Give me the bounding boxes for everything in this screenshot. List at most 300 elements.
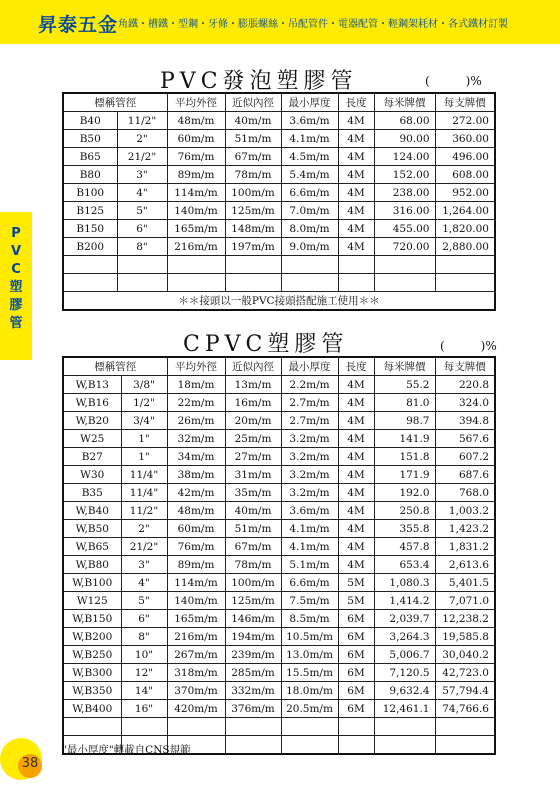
table-cell: 216m/m xyxy=(167,628,225,646)
table-cell: 125m/m xyxy=(225,202,281,220)
table-cell xyxy=(435,736,495,755)
table-cell: 76m/m xyxy=(167,538,225,556)
table-cell: B100 xyxy=(63,184,117,202)
table-cell: 5,401.5 xyxy=(435,574,495,592)
table-cell: B27 xyxy=(63,448,121,466)
table-cell: 8.0m/m xyxy=(281,220,338,238)
table-cell: 3.2m/m xyxy=(281,466,338,484)
table-cell: 4M xyxy=(338,238,374,256)
table-cell xyxy=(63,274,117,292)
col-header: 每米牌價 xyxy=(374,93,435,112)
table-cell: 4.1m/m xyxy=(281,520,338,538)
table-cell: 27m/m xyxy=(225,448,281,466)
table-cell: W,B50 xyxy=(63,520,121,538)
table-cell: 4.5m/m xyxy=(281,148,338,166)
side-char: 塑 xyxy=(9,280,23,295)
table-cell: 1,264.00 xyxy=(435,202,495,220)
table-cell xyxy=(63,256,117,274)
table-cell: 151.8 xyxy=(374,448,435,466)
table-cell: 18m/m xyxy=(167,376,225,394)
table-cell: 4M xyxy=(338,202,374,220)
table-cell: W,B13 xyxy=(63,376,121,394)
table-cell: 6M xyxy=(338,646,374,664)
table-cell: 1" xyxy=(121,448,167,466)
table-cell xyxy=(374,718,435,736)
table-cell: 1,831.2 xyxy=(435,538,495,556)
table-cell: 114m/m xyxy=(167,184,225,202)
table-cell: 140m/m xyxy=(167,202,225,220)
table-cell: 148m/m xyxy=(225,220,281,238)
table-cell: 114m/m xyxy=(167,574,225,592)
table-row xyxy=(63,448,495,466)
table-cell: 608.00 xyxy=(435,166,495,184)
table-cell: 4M xyxy=(338,430,374,448)
table-cell: 272.00 xyxy=(435,112,495,130)
table-cell: 567.6 xyxy=(435,430,495,448)
table-cell: 6M xyxy=(338,628,374,646)
side-char: P xyxy=(11,226,21,241)
table-cell: 146m/m xyxy=(225,610,281,628)
table-cell: W,B250 xyxy=(63,646,121,664)
table-cell: 100m/m xyxy=(225,574,281,592)
table-cell: 2,613.6 xyxy=(435,556,495,574)
table-cell: 6M xyxy=(338,664,374,682)
table-cell: 16" xyxy=(121,700,167,718)
table-cell: 16m/m xyxy=(225,394,281,412)
table-cell: 78m/m xyxy=(225,556,281,574)
table-cell: W,B350 xyxy=(63,682,121,700)
table-row xyxy=(63,664,495,682)
table-cell: 1,414.2 xyxy=(374,592,435,610)
table-cell: 4M xyxy=(338,412,374,430)
table-row xyxy=(63,412,495,430)
table-cell: 11/4" xyxy=(121,484,167,502)
table-cell: 4M xyxy=(338,112,374,130)
table-cell: B50 xyxy=(63,130,117,148)
table-row xyxy=(63,682,495,700)
cpvc-discount-percent: ( )% xyxy=(440,339,497,353)
table-cell: 4.1m/m xyxy=(281,130,338,148)
table-cell: 40m/m xyxy=(225,112,281,130)
table-cell: 9.0m/m xyxy=(281,238,338,256)
table-cell: 30,040.2 xyxy=(435,646,495,664)
table-cell: 141.9 xyxy=(374,430,435,448)
table-cell: 420m/m xyxy=(167,700,225,718)
table-row xyxy=(63,610,495,628)
table-cell: 67m/m xyxy=(225,148,281,166)
table-cell: 26m/m xyxy=(167,412,225,430)
table-cell: 4M xyxy=(338,166,374,184)
table-cell: 3.2m/m xyxy=(281,430,338,448)
side-char: C xyxy=(11,262,21,277)
table-cell: W125 xyxy=(63,592,121,610)
table-cell: W,B20 xyxy=(63,412,121,430)
table-cell: 57,794.4 xyxy=(435,682,495,700)
col-header: 每支牌價 xyxy=(435,357,495,376)
table-cell: 4M xyxy=(338,220,374,238)
table-cell: 8.5m/m xyxy=(281,610,338,628)
table-cell: 1,820.00 xyxy=(435,220,495,238)
table-cell xyxy=(338,256,374,274)
table-cell: 1,080.3 xyxy=(374,574,435,592)
table-cell: 19,585.8 xyxy=(435,628,495,646)
table-cell: 4M xyxy=(338,130,374,148)
table-cell: 197m/m xyxy=(225,238,281,256)
table-cell: 3.6m/m xyxy=(281,112,338,130)
table-note: ＊＊接頭以一般PVC接頭搭配施工使用＊＊ xyxy=(63,292,495,311)
table-cell: 20m/m xyxy=(225,412,281,430)
brand-tagline: 角鐵・槽鐵・型鋼・牙條・膨脹螺絲・吊配管件・電器配管・輕鋼架耗材・各式鐵材訂製 xyxy=(118,19,508,30)
table-cell: 4M xyxy=(338,484,374,502)
table-cell xyxy=(117,274,167,292)
table-row xyxy=(63,484,495,502)
table-cell: 21/2" xyxy=(121,538,167,556)
table-cell: 2.2m/m xyxy=(281,376,338,394)
table-cell: 455.00 xyxy=(374,220,435,238)
table-cell: 220.8 xyxy=(435,376,495,394)
table-cell: 4" xyxy=(121,574,167,592)
table-cell xyxy=(338,718,374,736)
table-cell: B80 xyxy=(63,166,117,184)
pvc-discount-percent: ( )% xyxy=(425,74,482,88)
table-cell: 2,880.00 xyxy=(435,238,495,256)
table-cell: 4" xyxy=(117,184,167,202)
table-cell: 250.8 xyxy=(374,502,435,520)
table-cell: 720.00 xyxy=(374,238,435,256)
table-cell: W,B40 xyxy=(63,502,121,520)
table-cell: B150 xyxy=(63,220,117,238)
col-header: 近似內徑 xyxy=(225,93,281,112)
table-row xyxy=(63,592,495,610)
table-cell: 98.7 xyxy=(374,412,435,430)
table-cell: 89m/m xyxy=(167,556,225,574)
table-cell: W,B300 xyxy=(63,664,121,682)
table-cell: 316.00 xyxy=(374,202,435,220)
table-cell: 152.00 xyxy=(374,166,435,184)
table-cell: 4M xyxy=(338,538,374,556)
table-cell: 7.5m/m xyxy=(281,592,338,610)
table-cell: 10" xyxy=(121,646,167,664)
table-row xyxy=(63,574,495,592)
table-row xyxy=(63,166,495,184)
table-cell: 653.4 xyxy=(374,556,435,574)
table-cell: 35m/m xyxy=(225,484,281,502)
table-cell: B200 xyxy=(63,238,117,256)
table-cell: 42m/m xyxy=(167,484,225,502)
table-cell: 10.5m/m xyxy=(281,628,338,646)
pvc-spec-table xyxy=(62,92,496,311)
table-cell: 8" xyxy=(117,238,167,256)
table-cell: 165m/m xyxy=(167,610,225,628)
table-row xyxy=(63,466,495,484)
table-cell: 9,632.4 xyxy=(374,682,435,700)
table-row xyxy=(63,184,495,202)
table-cell: 13.0m/m xyxy=(281,646,338,664)
table-cell: 1" xyxy=(121,430,167,448)
table-cell: 4M xyxy=(338,502,374,520)
table-cell: 125m/m xyxy=(225,592,281,610)
table-cell: 90.00 xyxy=(374,130,435,148)
table-cell: 324.0 xyxy=(435,394,495,412)
table-cell: 40m/m xyxy=(225,502,281,520)
table-cell: 11/4" xyxy=(121,466,167,484)
table-cell xyxy=(281,736,338,755)
col-header: 近似內徑 xyxy=(225,357,281,376)
table-cell: W30 xyxy=(63,466,121,484)
table-cell: 4M xyxy=(338,376,374,394)
table-cell: 3,264.3 xyxy=(374,628,435,646)
table-cell: 51m/m xyxy=(225,130,281,148)
table-cell: B35 xyxy=(63,484,121,502)
table-cell: 457.8 xyxy=(374,538,435,556)
table-cell: 7,071.0 xyxy=(435,592,495,610)
empty-row xyxy=(63,718,495,736)
table-cell: 6" xyxy=(121,610,167,628)
table-cell: 2.7m/m xyxy=(281,412,338,430)
table-cell: 4M xyxy=(338,184,374,202)
table-cell xyxy=(225,274,281,292)
table-cell xyxy=(374,736,435,755)
table-cell: 216m/m xyxy=(167,238,225,256)
table-cell: W,B400 xyxy=(63,700,121,718)
brand-name: 昇泰五金 xyxy=(38,14,119,36)
col-header: 最小厚度 xyxy=(281,93,338,112)
col-header: 平均外徑 xyxy=(167,357,225,376)
table-row xyxy=(63,520,495,538)
table-cell: 5M xyxy=(338,592,374,610)
table-row xyxy=(63,130,495,148)
table-cell: 7,120.5 xyxy=(374,664,435,682)
table-cell: 5M xyxy=(338,574,374,592)
table-cell: 15.5m/m xyxy=(281,664,338,682)
table-cell: B40 xyxy=(63,112,117,130)
table-cell: 6M xyxy=(338,682,374,700)
table-cell: 5" xyxy=(117,202,167,220)
table-cell xyxy=(167,718,225,736)
table-cell: 21/2" xyxy=(117,148,167,166)
empty-row xyxy=(63,274,495,292)
col-header: 每支牌價 xyxy=(435,93,495,112)
table-cell: 5.4m/m xyxy=(281,166,338,184)
table-cell: 2,039.7 xyxy=(374,610,435,628)
table-cell: 55.2 xyxy=(374,376,435,394)
table-cell: W,B16 xyxy=(63,394,121,412)
table-cell: 6M xyxy=(338,700,374,718)
table-row xyxy=(63,646,495,664)
table-cell xyxy=(435,274,495,292)
table-cell: 394.8 xyxy=(435,412,495,430)
table-row xyxy=(63,700,495,718)
table-cell: 12,238.2 xyxy=(435,610,495,628)
table-cell: 14" xyxy=(121,682,167,700)
table-cell: 3.2m/m xyxy=(281,484,338,502)
table-cell: 78m/m xyxy=(225,166,281,184)
table-cell xyxy=(63,718,121,736)
table-cell: W,B80 xyxy=(63,556,121,574)
table-cell: 3" xyxy=(121,556,167,574)
table-cell: 3/8" xyxy=(121,376,167,394)
table-cell: 165m/m xyxy=(167,220,225,238)
table-cell xyxy=(281,274,338,292)
table-row xyxy=(63,202,495,220)
side-char: 膠 xyxy=(9,298,23,313)
cns-source-note: "最小厚度"轉載自CNS規範 xyxy=(62,744,191,756)
table-cell: 267m/m xyxy=(167,646,225,664)
col-header: 標稱管徑 xyxy=(63,93,167,112)
table-cell: 11/2" xyxy=(117,112,167,130)
table-cell: 38m/m xyxy=(167,466,225,484)
side-category-label xyxy=(0,225,32,333)
table-cell: W,B200 xyxy=(63,628,121,646)
table-cell xyxy=(281,718,338,736)
side-char: V xyxy=(10,244,22,259)
table-cell: 51m/m xyxy=(225,520,281,538)
table-cell: 48m/m xyxy=(167,502,225,520)
table-cell xyxy=(435,256,495,274)
cpvc-section-title: CPVC塑膠管 xyxy=(183,332,349,357)
col-header: 最小厚度 xyxy=(281,357,338,376)
table-cell: 318m/m xyxy=(167,664,225,682)
table-cell: 194m/m xyxy=(225,628,281,646)
table-cell: 768.0 xyxy=(435,484,495,502)
table-cell: 4M xyxy=(338,556,374,574)
table-cell: 192.0 xyxy=(374,484,435,502)
table-cell: 100m/m xyxy=(225,184,281,202)
table-cell: 12" xyxy=(121,664,167,682)
table-cell: 6.6m/m xyxy=(281,184,338,202)
table-cell: 6M xyxy=(338,610,374,628)
table-cell xyxy=(281,256,338,274)
table-cell: W,B65 xyxy=(63,538,121,556)
table-cell: 5.1m/m xyxy=(281,556,338,574)
table-cell: 1,423.2 xyxy=(435,520,495,538)
table-cell xyxy=(338,736,374,755)
table-cell: 74,766.6 xyxy=(435,700,495,718)
table-cell xyxy=(225,718,281,736)
table-cell: 81.0 xyxy=(374,394,435,412)
table-cell: 60m/m xyxy=(167,520,225,538)
table-cell: 20.5m/m xyxy=(281,700,338,718)
table-cell: 607.2 xyxy=(435,448,495,466)
table-cell: 370m/m xyxy=(167,682,225,700)
table-row xyxy=(63,394,495,412)
table-cell: 2" xyxy=(117,130,167,148)
table-cell: W,B150 xyxy=(63,610,121,628)
table-cell: 4M xyxy=(338,148,374,166)
table-header-row xyxy=(63,357,495,376)
table-cell: 13m/m xyxy=(225,376,281,394)
table-cell: 22m/m xyxy=(167,394,225,412)
table-row xyxy=(63,556,495,574)
note-row xyxy=(63,292,495,311)
table-cell: B65 xyxy=(63,148,117,166)
table-cell: 376m/m xyxy=(225,700,281,718)
table-cell: 6.6m/m xyxy=(281,574,338,592)
table-row xyxy=(63,502,495,520)
table-cell: W,B100 xyxy=(63,574,121,592)
table-cell: 7.0m/m xyxy=(281,202,338,220)
table-row xyxy=(63,628,495,646)
table-cell: 67m/m xyxy=(225,538,281,556)
table-cell: 3.2m/m xyxy=(281,448,338,466)
table-cell xyxy=(374,274,435,292)
empty-row xyxy=(63,256,495,274)
table-cell: 3" xyxy=(117,166,167,184)
table-cell: 34m/m xyxy=(167,448,225,466)
table-cell: 11/2" xyxy=(121,502,167,520)
table-cell: B125 xyxy=(63,202,117,220)
table-cell: 32m/m xyxy=(167,430,225,448)
table-cell xyxy=(374,256,435,274)
table-cell: 1,003.2 xyxy=(435,502,495,520)
table-cell: 1/2" xyxy=(121,394,167,412)
table-cell: 2" xyxy=(121,520,167,538)
table-cell: 31m/m xyxy=(225,466,281,484)
table-cell xyxy=(338,274,374,292)
table-cell xyxy=(167,274,225,292)
table-row xyxy=(63,220,495,238)
table-cell: 12,461.1 xyxy=(374,700,435,718)
table-row xyxy=(63,148,495,166)
table-cell: 496.00 xyxy=(435,148,495,166)
table-cell: 60m/m xyxy=(167,130,225,148)
table-cell: 2.7m/m xyxy=(281,394,338,412)
table-cell: 171.9 xyxy=(374,466,435,484)
table-cell: 25m/m xyxy=(225,430,281,448)
table-cell: 68.00 xyxy=(374,112,435,130)
header-bar xyxy=(0,0,560,44)
table-cell: 8" xyxy=(121,628,167,646)
table-cell: 952.00 xyxy=(435,184,495,202)
table-cell: 140m/m xyxy=(167,592,225,610)
table-cell xyxy=(117,256,167,274)
col-header: 長度 xyxy=(338,357,374,376)
table-cell xyxy=(225,256,281,274)
table-cell: 4M xyxy=(338,394,374,412)
table-cell: 42,723.0 xyxy=(435,664,495,682)
table-cell: 5,006.7 xyxy=(374,646,435,664)
table-cell: 4M xyxy=(338,520,374,538)
col-header: 每米牌價 xyxy=(374,357,435,376)
table-cell: 3/4" xyxy=(121,412,167,430)
table-row xyxy=(63,376,495,394)
table-cell xyxy=(225,736,281,755)
table-cell: 238.00 xyxy=(374,184,435,202)
table-cell: 3.6m/m xyxy=(281,502,338,520)
table-cell: 4.1m/m xyxy=(281,538,338,556)
col-header: 長度 xyxy=(338,93,374,112)
table-cell: 18.0m/m xyxy=(281,682,338,700)
col-header: 標稱管徑 xyxy=(63,357,167,376)
table-cell: 285m/m xyxy=(225,664,281,682)
table-cell xyxy=(435,718,495,736)
table-row xyxy=(63,112,495,130)
table-cell: 124.00 xyxy=(374,148,435,166)
table-cell: 4M xyxy=(338,466,374,484)
pvc-section-title: PVC發泡塑膠管 xyxy=(160,69,358,94)
table-cell xyxy=(167,256,225,274)
table-cell: 76m/m xyxy=(167,148,225,166)
col-header: 平均外徑 xyxy=(167,93,225,112)
table-cell: 355.8 xyxy=(374,520,435,538)
table-cell: 239m/m xyxy=(225,646,281,664)
table-cell: 6" xyxy=(117,220,167,238)
table-cell: 687.6 xyxy=(435,466,495,484)
table-header-row xyxy=(63,93,495,112)
table-row xyxy=(63,430,495,448)
table-cell: 5" xyxy=(121,592,167,610)
table-cell: 332m/m xyxy=(225,682,281,700)
